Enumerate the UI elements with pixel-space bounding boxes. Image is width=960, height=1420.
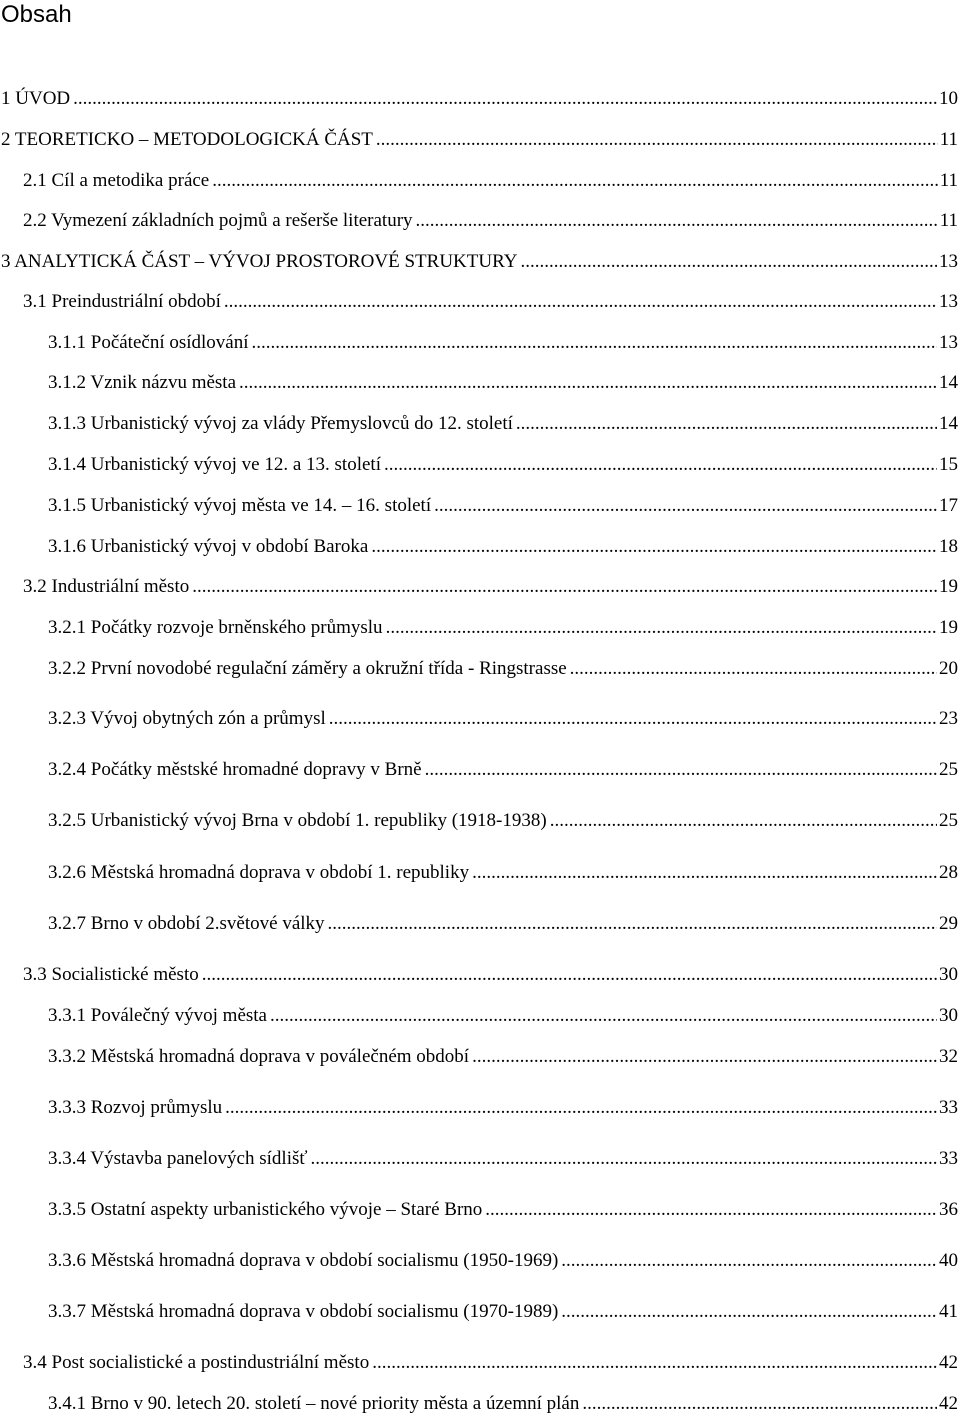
- toc-entry-title: 3.2 Industriální město: [23, 576, 190, 597]
- toc-entry-page-number: 14: [939, 413, 958, 434]
- toc-entry[interactable]: [48, 1095, 960, 1121]
- toc-entry-title: 3.3 Socialistické město: [23, 964, 199, 985]
- toc-dot-leader: [384, 452, 937, 478]
- toc-entry-title: 3.2.6 Městská hromadná doprava v období 1. republiky: [48, 862, 470, 883]
- toc-entry-title: 2.1 Cíl a metodika práce: [23, 170, 210, 191]
- toc-entry-title: 3.3.7 Městská hromadná doprava v období socialismu (1970-1989): [48, 1301, 559, 1322]
- toc-dot-leader: [224, 289, 937, 315]
- toc-dot-leader: [416, 208, 938, 234]
- toc-entry[interactable]: [48, 1299, 960, 1325]
- toc-entry[interactable]: [1, 249, 960, 275]
- toc-entry[interactable]: [48, 615, 960, 641]
- toc-entry[interactable]: [1, 86, 960, 112]
- toc-entry[interactable]: [48, 808, 960, 834]
- toc-entry-title: 2 TEORETICKO – METODOLOGICKÁ ČÁST: [1, 129, 373, 150]
- toc-entry-title: 3.2.4 Počátky městské hromadné dopravy v Brně: [48, 759, 422, 780]
- toc-entry-page-number: 42: [939, 1393, 958, 1414]
- toc-entry[interactable]: [48, 1146, 960, 1172]
- toc-entry[interactable]: [23, 1350, 960, 1376]
- toc-entry[interactable]: [48, 1003, 960, 1029]
- toc-entry-title: 3.2.3 Vývoj obytných zón a průmysl: [48, 708, 326, 729]
- toc-entry-title: 3.4 Post socialistické a postindustriální město: [23, 1352, 370, 1373]
- toc-entry[interactable]: [48, 1044, 960, 1070]
- toc-entry-page-number: 11: [939, 129, 958, 150]
- toc-entry-page-number: 25: [939, 759, 958, 780]
- toc-entry[interactable]: [1, 127, 960, 153]
- toc-dot-leader: [73, 86, 937, 112]
- toc-entry-title: 3.2.7 Brno v období 2.světové války: [48, 913, 325, 934]
- toc-dot-leader: [485, 1197, 937, 1223]
- toc-dot-leader: [520, 249, 937, 275]
- toc-entry-page-number: 18: [939, 536, 958, 557]
- toc-dot-leader: [561, 1299, 937, 1325]
- toc-entry-page-number: 13: [939, 291, 958, 312]
- toc-entry-page-number: 33: [939, 1097, 958, 1118]
- toc-entry-page-number: 13: [939, 251, 958, 272]
- toc-entry-page-number: 33: [939, 1148, 958, 1169]
- toc-entry-page-number: 13: [939, 332, 958, 353]
- toc-entry-title: 3.1 Preindustriální období: [23, 291, 221, 312]
- page-title: Obsah: [1, 1, 72, 28]
- toc-entry-title: 3.3.4 Výstavba panelových sídlišť: [48, 1148, 308, 1169]
- toc-entry-title: 3.2.1 Počátky rozvoje brněnského průmyslu: [48, 617, 383, 638]
- toc-dot-leader: [225, 1095, 937, 1121]
- toc-entry-title: 3.2.5 Urbanistický vývoj Brna v období 1. republiky (1918-1938): [48, 810, 547, 831]
- toc-dot-leader: [311, 1146, 938, 1172]
- toc-entry[interactable]: [48, 1391, 960, 1417]
- toc-dot-leader: [239, 370, 937, 396]
- toc-entry-title: 3.1.3 Urbanistický vývoj za vlády Přemyslovců do 12. století: [48, 413, 513, 434]
- toc-dot-leader: [550, 808, 937, 834]
- toc-entry-page-number: 20: [939, 658, 958, 679]
- toc-entry-page-number: 29: [939, 913, 958, 934]
- toc-entry[interactable]: [48, 757, 960, 783]
- toc-entry-page-number: 30: [939, 964, 958, 985]
- toc-entry-title: 3.1.1 Počáteční osídlování: [48, 332, 249, 353]
- toc-entry[interactable]: [48, 656, 960, 682]
- toc-dot-leader: [570, 656, 937, 682]
- toc-entry[interactable]: [48, 493, 960, 519]
- toc-entry-page-number: 42: [939, 1352, 958, 1373]
- toc-entry-page-number: 28: [939, 862, 958, 883]
- toc-entry-title: 3.3.5 Ostatní aspekty urbanistického vývoje – Staré Brno: [48, 1199, 483, 1220]
- toc-entry-title: 3.2.2 První novodobé regulační záměry a okružní třída - Ringstrasse: [48, 658, 567, 679]
- toc-entry-page-number: 10: [939, 88, 958, 109]
- toc-entry-title: 1 ÚVOD: [1, 88, 71, 109]
- toc-entry-title: 3.1.4 Urbanistický vývoj ve 12. a 13. století: [48, 454, 381, 475]
- toc-entry[interactable]: [48, 452, 960, 478]
- toc-entry[interactable]: [48, 370, 960, 396]
- toc-entry-title: 3.3.3 Rozvoj průmyslu: [48, 1097, 223, 1118]
- toc-dot-leader: [329, 706, 937, 732]
- toc-entry[interactable]: [48, 411, 960, 437]
- toc-entry-page-number: 41: [939, 1301, 958, 1322]
- toc-dot-leader: [516, 411, 937, 437]
- toc-entry-title: 3.3.6 Městská hromadná doprava v období socialismu (1950-1969): [48, 1250, 559, 1271]
- toc-entry-page-number: 36: [939, 1199, 958, 1220]
- toc-entry[interactable]: [48, 330, 960, 356]
- toc-entry[interactable]: [48, 534, 960, 560]
- toc-entry[interactable]: [23, 574, 960, 600]
- toc-dot-leader: [371, 534, 937, 560]
- toc-dot-leader: [582, 1391, 937, 1417]
- toc-entry[interactable]: [48, 1248, 960, 1274]
- toc-dot-leader: [425, 757, 937, 783]
- toc-dot-leader: [328, 911, 937, 937]
- toc-entry-title: 3.1.6 Urbanistický vývoj v období Baroka: [48, 536, 369, 557]
- toc-entry-page-number: 32: [939, 1046, 958, 1067]
- toc-entry-page-number: 11: [939, 210, 958, 231]
- toc-entry-page-number: 40: [939, 1250, 958, 1271]
- toc-entry[interactable]: [23, 289, 960, 315]
- toc-dot-leader: [386, 615, 937, 641]
- toc-dot-leader: [270, 1003, 937, 1029]
- toc-entry-page-number: 15: [939, 454, 958, 475]
- toc-dot-leader: [202, 962, 937, 988]
- toc-dot-leader: [192, 574, 937, 600]
- toc-dot-leader: [212, 168, 937, 194]
- toc-entry-page-number: 25: [939, 810, 958, 831]
- toc-entry-title: 3.3.1 Poválečný vývoj města: [48, 1005, 267, 1026]
- toc-entry-title: 3.1.2 Vznik názvu města: [48, 372, 237, 393]
- toc-entry-title: 3 ANALYTICKÁ ČÁST – VÝVOJ PROSTOROVÉ STRUKTURY: [1, 251, 518, 272]
- toc-entry[interactable]: [48, 860, 960, 886]
- toc-entry-page-number: 17: [939, 495, 958, 516]
- toc-dot-leader: [472, 860, 937, 886]
- toc-dot-leader: [434, 493, 937, 519]
- toc-dot-leader: [472, 1044, 937, 1070]
- toc-entry-title: 2.2 Vymezení základních pojmů a rešerše literatury: [23, 210, 413, 231]
- toc-entry-title: 3.4.1 Brno v 90. letech 20. století – nové priority města a územní plán: [48, 1393, 580, 1414]
- toc-entry[interactable]: [48, 911, 960, 937]
- toc-dot-leader: [252, 330, 937, 356]
- toc-entry[interactable]: [23, 168, 960, 194]
- toc-dot-leader: [372, 1350, 937, 1376]
- toc-entry-page-number: 19: [939, 576, 958, 597]
- toc-entry[interactable]: [23, 208, 960, 234]
- toc-entry[interactable]: [23, 962, 960, 988]
- toc-entry-page-number: 23: [939, 708, 958, 729]
- toc-entry-title: 3.3.2 Městská hromadná doprava v poválečném období: [48, 1046, 470, 1067]
- toc-entry[interactable]: [48, 706, 960, 732]
- toc-entry-title: 3.1.5 Urbanistický vývoj města ve 14. – 16. století: [48, 495, 432, 516]
- toc-entry-page-number: 14: [939, 372, 958, 393]
- toc-entry-page-number: 19: [939, 617, 958, 638]
- toc-entry[interactable]: [48, 1197, 960, 1223]
- toc-entry-page-number: 30: [939, 1005, 958, 1026]
- toc-entry-page-number: 11: [939, 170, 958, 191]
- toc-dot-leader: [376, 127, 938, 153]
- toc-dot-leader: [561, 1248, 937, 1274]
